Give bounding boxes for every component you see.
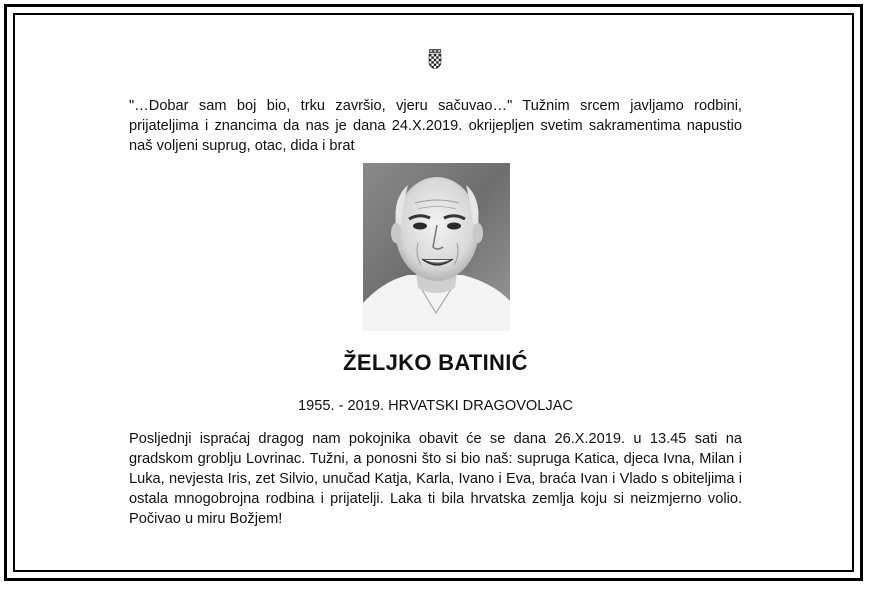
life-dates: 1955. - 2019. HRVATSKI DRAGOVOLJAC [298, 398, 573, 414]
intro-paragraph: "…Dobar sam boj bio, trku završio, vjeru sačuvao…" Tužnim srcem javljamo rodbini, prijateljima i znancima da nas je dana 24.X.2019. okrijepljen svetim sakramentima napustio naš voljeni suprug, otac, dida i brat [129, 98, 742, 154]
closing-paragraph: Posljednji ispraćaj dragog nam pokojnika obavit će se dana 26.X.2019. u 13.45 sati na gradskom groblju Lovrinac. Tužni, a ponosni što si bio naš: supruga Katica, djeca Ivna, Milan i Luka, nevjesta Iris, zet Silvio, unučad Katja, Karla, Ivano i Eva, braća Ivan i Vlado s obiteljima i ostala mnogobrojna rodbina i prijatelji. Laka ti bila hrvatska zemlja koju si neizmjerno volio. Počivao u miru Božjem! [129, 431, 742, 527]
portrait-photo [363, 163, 510, 331]
deceased-name: ŽELJKO BATINIĆ [343, 350, 528, 375]
coat-of-arms-icon [428, 49, 442, 69]
